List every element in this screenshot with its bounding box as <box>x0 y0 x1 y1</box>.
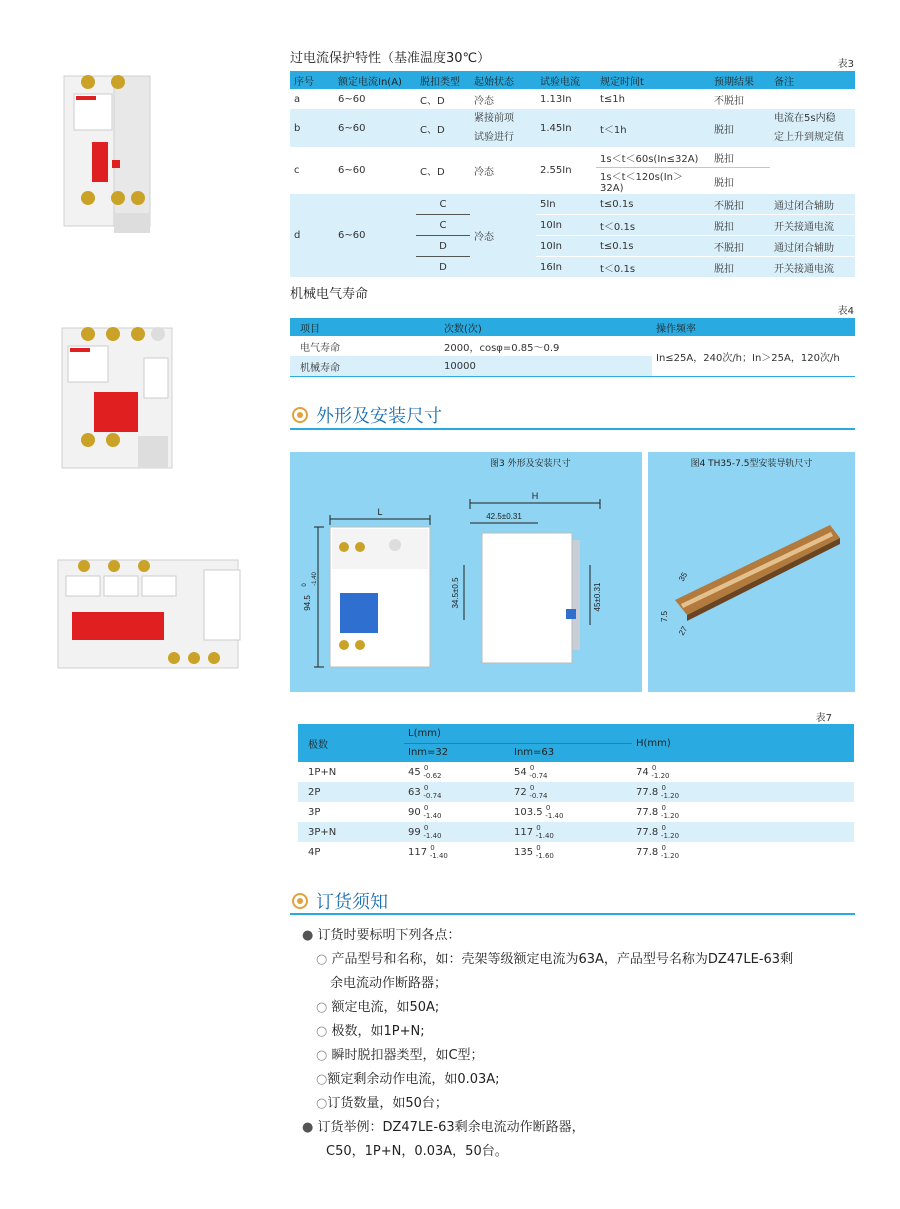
cell-time: t＜1h <box>596 109 710 147</box>
table-row <box>298 822 854 842</box>
cell-item: 电气寿命 <box>300 342 340 354</box>
cell-time: t＜0.1s <box>596 257 710 278</box>
col-header-inm32: Inm=32 <box>404 743 510 762</box>
cell-trip: C <box>416 194 470 215</box>
cell-trip: C、D <box>420 167 445 178</box>
cell-trip: C <box>416 215 470 236</box>
tol-lower: -0.74 <box>529 791 548 800</box>
bullet-ring-icon <box>292 407 308 423</box>
value: 103.5 <box>514 806 543 818</box>
cell-l32 <box>404 782 510 802</box>
cell-l63 <box>510 802 632 822</box>
cell-l63 <box>510 762 632 782</box>
cell-h <box>632 782 854 802</box>
table-header-row <box>290 318 855 336</box>
cell-current: 16In <box>536 257 596 278</box>
table-row <box>298 782 854 802</box>
list-item-text: 额定电流，如50A; <box>331 1000 440 1015</box>
tol-lower: -1.20 <box>660 791 680 800</box>
cell-item: 机械寿命 <box>290 356 440 376</box>
col-header: 规定时间t <box>596 71 710 89</box>
cell-result: 脱扣 <box>710 147 770 168</box>
cell-note <box>770 168 855 195</box>
cell-note: 通过闭合辅助 <box>770 194 855 215</box>
col-header-pole: 极数 <box>298 724 404 762</box>
list-item-text: 订货时要标明下列各点： <box>317 928 461 943</box>
table-row <box>290 194 855 215</box>
cell-time: 1s＜t＜60s(In≤32A) <box>596 147 710 168</box>
cell-pole: 4P <box>308 846 321 858</box>
list-item <box>302 1044 862 1068</box>
cell-id: b <box>290 109 334 147</box>
col-header: 额定电流In(A) <box>334 71 416 89</box>
cell-result: 不脱扣 <box>710 236 770 257</box>
cell-time: t＜0.1s <box>596 215 710 236</box>
cell-state <box>470 109 536 147</box>
col-header: 脱扣类型 <box>416 71 470 89</box>
figure-3-caption: 图3 外形及安装尺寸 <box>490 459 571 469</box>
cell-current: 5In <box>536 194 596 215</box>
tol-upper: 0 <box>651 763 657 772</box>
tol-lower: -1.40 <box>535 831 554 840</box>
list-item-continued <box>302 972 862 996</box>
tol-upper: 0 <box>430 843 435 852</box>
col-header: 起始状态 <box>470 71 536 89</box>
cell-count: 2000，cosφ=0.85～0.9 <box>444 342 560 354</box>
cell-pole: 3P <box>308 806 321 818</box>
tol-lower: -1.20 <box>660 851 680 860</box>
list-item <box>302 1068 862 1092</box>
list-item <box>302 1116 862 1140</box>
list-item <box>302 996 862 1020</box>
tol-upper: 0 <box>545 803 551 812</box>
cell-time: 1s＜t＜120s(In＞32A) <box>600 172 683 194</box>
cell-result: 脱扣 <box>714 177 734 189</box>
list-item <box>302 1020 862 1044</box>
list-item-text: 额定剩余动作电流，如0.03A; <box>327 1072 500 1087</box>
tol-upper: 0 <box>661 823 666 832</box>
tol-upper: 0 <box>423 763 429 772</box>
tol-upper: 0 <box>423 803 429 812</box>
tol-lower: -1.20 <box>660 811 680 820</box>
value: 63 <box>408 786 421 798</box>
cell-frequency: In≤25A，240次/h；In＞25A，120次/h <box>656 352 840 364</box>
cell-time: t≤0.1s <box>596 236 710 257</box>
bullet-circle-icon: ○ <box>316 1000 328 1015</box>
figure-4-caption: 图4 TH35-7.5型安装导轨尺寸 <box>690 459 813 469</box>
tol-lower: -1.40 <box>423 831 442 840</box>
section-heading-ordering <box>292 888 388 914</box>
tol-lower: -1.40 <box>429 851 448 860</box>
value: 54 <box>514 766 527 778</box>
product-photo-1p <box>58 68 168 238</box>
col-header: 试验电流 <box>536 71 596 89</box>
cell-note-line: 电流在5s内稳 <box>774 113 836 124</box>
bullet-circle-icon: ○ <box>316 1024 328 1039</box>
cell-state: 冷态 <box>470 194 536 277</box>
cell-note <box>770 89 855 109</box>
bullet-circle-icon: ○ <box>316 1048 328 1063</box>
list-item <box>302 924 862 948</box>
cell-note <box>770 109 855 147</box>
col-header: 次数(次) <box>440 318 652 336</box>
bullet-circle-icon: ○ <box>316 1096 328 1111</box>
cell-l32 <box>404 762 510 782</box>
cell-current: 10In <box>536 236 596 257</box>
col-header: 项目 <box>290 318 440 336</box>
cell-note: 开关接通电流 <box>770 215 855 236</box>
table-row <box>298 802 854 822</box>
value: 72 <box>514 786 527 798</box>
section-underline <box>290 428 855 430</box>
cell-h <box>632 762 854 782</box>
cell-count: 10000 <box>440 356 652 376</box>
cell-pole: 1P+N <box>308 766 337 778</box>
tol-lower: -1.40 <box>545 811 564 820</box>
cell-h <box>632 842 854 862</box>
table-row <box>290 89 855 109</box>
value: 77.8 <box>636 826 659 838</box>
value: 74 <box>636 766 649 778</box>
tol-lower: -1.20 <box>651 771 670 780</box>
cell-l63 <box>510 822 632 842</box>
tol-lower: -1.20 <box>660 831 680 840</box>
tol-upper: 0 <box>661 843 666 852</box>
cell-id: c <box>294 165 300 176</box>
cell-h <box>632 802 854 822</box>
col-header-H: H(mm) <box>632 724 854 762</box>
cell-note: 开关接通电流 <box>770 257 855 278</box>
cell-trip: C、D <box>420 95 445 107</box>
table-number-4: 表4 <box>837 306 854 317</box>
tol-lower: -0.62 <box>423 771 442 780</box>
table-header-row <box>290 71 855 89</box>
tol-upper: 0 <box>423 783 429 792</box>
table-header-row <box>298 724 854 743</box>
cell-result: 脱扣 <box>710 257 770 278</box>
rail-dim-35: 35 <box>676 570 690 583</box>
cell-trip: D <box>416 236 470 257</box>
table-row <box>290 336 855 356</box>
col-header-inm63: Inm=63 <box>510 743 632 762</box>
list-item-continued <box>302 1140 862 1164</box>
list-item <box>302 1092 862 1116</box>
section-heading-text: 外形及安装尺寸 <box>316 406 442 427</box>
cell-note-line: 定上升到规定值 <box>774 132 844 143</box>
list-item-text: 产品型号和名称，如：壳架等级额定电流为63A，产品型号名称为DZ47LE-63剩 <box>331 952 794 967</box>
table-bottom-rule <box>290 376 855 377</box>
dim-tol-bot-94-5: -1.40 <box>312 572 318 586</box>
value: 117 <box>514 826 534 838</box>
dim-label-45: 45±0.31 <box>593 582 602 612</box>
table-dimensions <box>298 724 854 862</box>
list-item-text: 订货举例：DZ47LE-63剩余电流动作断路器， <box>317 1120 585 1135</box>
list-item-text: 瞬时脱扣器类型，如C型； <box>331 1048 484 1063</box>
product-photo-2p <box>58 318 178 478</box>
cell-state: 冷态 <box>474 95 494 107</box>
bullet-dot-icon: ● <box>302 928 314 943</box>
table-number-3: 表3 <box>837 59 854 70</box>
cell-rated: 6~60 <box>338 165 366 176</box>
cell-current: 2.55In <box>540 165 572 176</box>
cell-id: a <box>294 93 301 105</box>
cell-time: t≤1h <box>600 93 625 105</box>
cell-trip: D <box>416 257 470 278</box>
cell-l63 <box>510 782 632 802</box>
cell-rated: 6~60 <box>334 109 416 147</box>
cell-rated: 6~60 <box>338 93 366 105</box>
figure-3-drawing <box>300 475 640 685</box>
list-item-text: C50，1P+N，0.03A，50台。 <box>326 1144 508 1159</box>
cell-result: 脱扣 <box>710 109 770 147</box>
value: 135 <box>514 846 534 858</box>
product-photo-3p <box>54 556 254 676</box>
tol-upper: 0 <box>661 783 666 792</box>
bullet-circle-icon: ○ <box>316 952 328 967</box>
table-number-7: 表7 <box>815 713 832 724</box>
table-row <box>290 147 855 168</box>
cell-state-line: 紧接前项 <box>474 113 514 124</box>
tol-upper: 0 <box>529 763 535 772</box>
cell-result: 脱扣 <box>710 215 770 236</box>
dim-label-94-5: 94.5 <box>303 595 312 611</box>
list-item-text: 极数，如1P+N; <box>331 1024 425 1039</box>
value: 45 <box>408 766 421 778</box>
table-life <box>290 318 855 376</box>
bullet-circle-icon: ○ <box>316 1072 328 1087</box>
table-row <box>298 762 854 782</box>
dim-label-L: L <box>377 507 383 517</box>
tol-upper: 0 <box>536 843 541 852</box>
cell-trip: C、D <box>416 109 470 147</box>
tol-upper: 0 <box>536 823 541 832</box>
table-overcurrent <box>290 71 855 277</box>
tol-upper: 0 <box>661 803 666 812</box>
section-heading-text: 订货须知 <box>316 892 388 913</box>
cell-h <box>632 822 854 842</box>
cell-state: 冷态 <box>474 167 494 178</box>
bullet-dot-icon: ● <box>302 1120 314 1135</box>
cell-l63 <box>510 842 632 862</box>
cell-current: 1.45In <box>536 109 596 147</box>
tol-lower: -1.40 <box>423 811 442 820</box>
col-header: 备注 <box>770 71 855 89</box>
list-item-text: 订货数量，如50台； <box>327 1096 448 1111</box>
cell-current: 10In <box>536 215 596 236</box>
cell-l32 <box>404 822 510 842</box>
dim-label-34-5: 34.5±0.5 <box>451 577 460 609</box>
tol-lower: -1.60 <box>535 851 554 860</box>
cell-time: t≤0.1s <box>596 194 710 215</box>
table-row <box>298 842 854 862</box>
cell-id: d <box>290 194 334 277</box>
dim-label-42-5: 42.5±0.31 <box>486 512 522 521</box>
bullet-ring-icon <box>292 893 308 909</box>
cell-l32 <box>404 842 510 862</box>
section-title-overcurrent: 过电流保护特性（基准温度30℃） <box>290 51 491 66</box>
tol-upper: 0 <box>423 823 429 832</box>
tol-lower: -0.74 <box>529 771 548 780</box>
value: 99 <box>408 826 421 838</box>
cell-note <box>770 147 855 168</box>
tol-upper: 0 <box>529 783 535 792</box>
value: 77.8 <box>636 806 659 818</box>
cell-l32 <box>404 802 510 822</box>
rail-dim-7-5: 7.5 <box>660 610 669 622</box>
cell-rated: 6~60 <box>334 194 416 277</box>
cell-pole: 2P <box>298 782 404 802</box>
value: 117 <box>408 846 428 858</box>
col-header-L: L(mm) <box>404 724 632 743</box>
cell-state-line: 试验进行 <box>474 132 514 143</box>
table-row <box>290 109 855 147</box>
cell-note: 通过闭合辅助 <box>770 236 855 257</box>
rail-dim-27: 27 <box>676 624 690 637</box>
col-header: 预期结果 <box>710 71 770 89</box>
dim-label-H: H <box>531 491 539 501</box>
dim-tol-top-94-5: 0 <box>302 583 308 587</box>
cell-result: 不脱扣 <box>714 95 744 107</box>
col-header: 序号 <box>290 71 334 89</box>
cell-result: 不脱扣 <box>710 194 770 215</box>
value: 77.8 <box>636 846 659 858</box>
list-item-text: 余电流动作断路器； <box>330 976 448 991</box>
value: 77.8 <box>636 786 659 798</box>
cell-current: 1.13In <box>540 93 572 105</box>
tol-lower: -0.74 <box>423 791 442 800</box>
section-heading-dimensions <box>292 402 442 428</box>
section-underline <box>290 913 855 915</box>
list-item <box>302 948 862 972</box>
value: 90 <box>408 806 421 818</box>
cell-pole: 3P+N <box>298 822 404 842</box>
col-header: 操作频率 <box>652 318 855 336</box>
ordering-notes <box>302 924 862 1164</box>
din-rail-drawing <box>655 520 850 640</box>
section-title-life: 机械电气寿命 <box>290 287 369 302</box>
